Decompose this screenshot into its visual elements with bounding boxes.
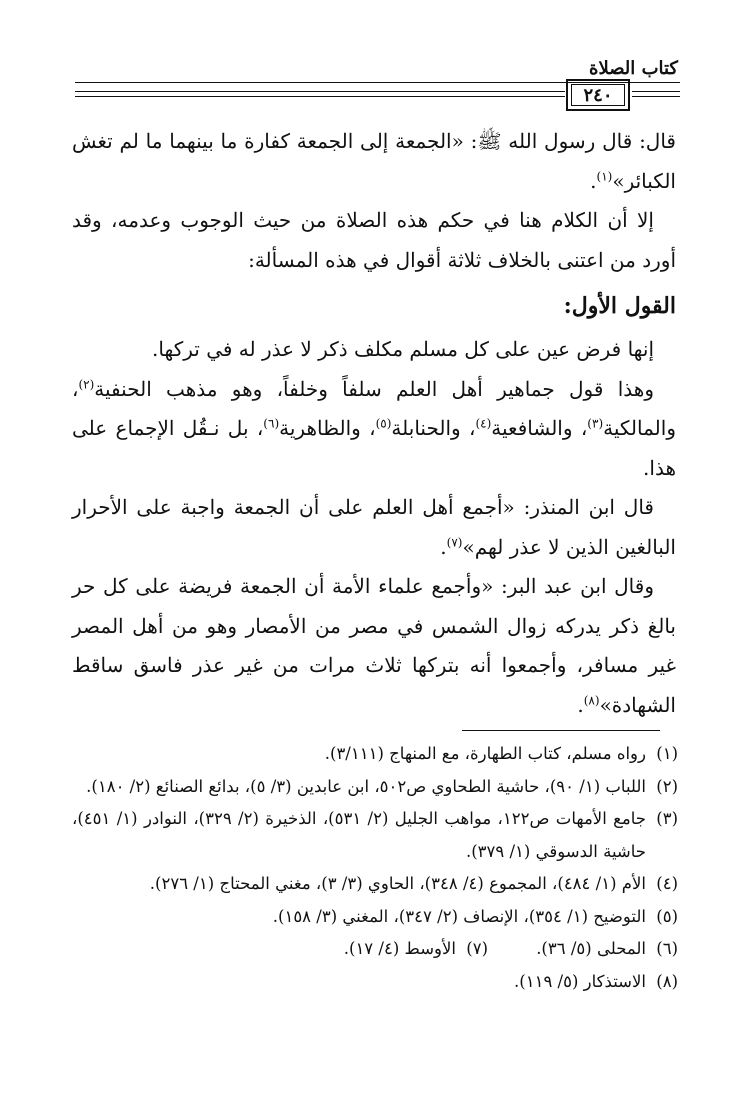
footnote-number: (٦) [656,939,678,958]
footnote-text: التوضيح (١/ ٣٥٤)، الإنصاف (٢/ ٣٤٧)، المغني (٣/ ١٥٨). [272,906,646,926]
quote-text: وقال ابن عبد البر: «وأجمع علماء الأمة أن الجمعة فريضة على كل حر بالغ ذكر يدركه زوال الشمس في مصر من الأمصار وهو من أهل المصر غير مسافر، وأجمعوا أنه بتركها ثلاث مرات من غير عذر فاسق ساقط الشهادة» [72,574,676,717]
footnote-text: اللباب (١/ ٩٠)، حاشية الطحاوي ص٥٠٢، ابن عابدين (٣/ ٥)، بدائع الصنائع (٢/ ١٨٠). [86,776,646,796]
text-segment: ، والشافعية [491,416,588,440]
footnote-2 [72,771,678,804]
footnote-3 [72,803,678,868]
footnote-number: (٨) [656,971,678,991]
text-segment: ، بل نـقُل الإجماع على هذا. [72,416,676,480]
footnote-number: (٢) [656,776,678,796]
footnote-6-7-row [72,933,678,966]
footnote-number: (٤) [656,874,678,893]
footnote-ref-3: (٣) [587,416,604,431]
footnote-text: المحلى (٥/ ٣٦). [536,939,646,958]
header-rule-right-1 [632,91,680,92]
footnote-4 [72,868,678,901]
paragraph-intro: إلا أن الكلام هنا في حكم هذه الصلاة من حيث الوجوب وعدمه، وقد أورد من اعتنى بالخلاف ثلاثة أقوال في هذه المسألة: [72,208,676,272]
running-header-title: كتاب الصلاة [589,58,678,79]
footnote-5 [72,901,678,934]
footnote-number: (٧) [466,939,488,958]
footnote-ref-7: (٧) [446,534,463,549]
footnote-text: جامع الأمهات ص١٢٢، مواهب الجليل (٢/ ٥٣١)، الذخيرة (٢/ ٣٢٩)، النوادر (١/ ٤٥١)، حاشية الدسوقي (١/ ٣٧٩). [72,809,646,861]
footnote-ref-4: (٤) [475,416,492,431]
text-segment: ، والمالكية [72,376,676,440]
footnote-text: الاستذكار (٥/ ١١٩). [514,971,646,991]
section-heading: القول الأول: [563,293,676,319]
paragraph-madhahib [72,370,676,489]
header-rule-right-2 [632,96,680,97]
footnote-ref-8: (٨) [583,692,600,707]
header-rule-left-2 [75,96,565,97]
main-text [72,122,676,725]
footnote-number: (٥) [656,906,678,926]
footnote-separator [462,730,660,731]
text-segment: وهذا قول جماهير أهل العلم سلفاً وخلفاً، وهو مذهب الحنفية [94,376,654,401]
footnote-8 [72,966,678,999]
paragraph-ibn-almundhir [72,488,676,567]
page-number-box [566,79,630,111]
footnote-ref-2: (٢) [78,376,95,391]
page-number: ٢٤٠ [583,84,613,106]
footnote-ref-5: (٥) [375,416,392,431]
footnote-ref-1: (١) [596,168,613,183]
paragraph-definition: إنها فرض عين على كل مسلم مكلف ذكر لا عذر له في تركها. [152,337,654,361]
punctuation: . [590,168,597,193]
footnote-number: (١) [656,744,678,763]
footnote-7 [298,933,488,966]
footnote-text: رواه مسلم، كتاب الطهارة، مع المنهاج (٣/١١١). [324,744,646,763]
footnote-text: الأوسط (٤/ ١٧). [343,939,456,958]
text-segment: ، والحنابلة [391,416,476,440]
paragraph-hadith [72,122,676,201]
footnote-text: الأم (١/ ٤٨٤)، المجموع (٤/ ٣٤٨)، الحاوي (٣/ ٣)، مغني المحتاج (١/ ٢٧٦). [149,874,646,893]
footnote-ref-6: (٦) [263,416,280,431]
punctuation: . [577,692,584,717]
header-rule-left-1 [75,91,565,92]
punctuation: . [440,534,447,559]
footnote-number: (٣) [656,809,678,828]
paragraph-ibn-abdalbarr [72,567,676,725]
text-segment: ، والظاهرية [279,416,376,440]
footnotes [72,738,678,998]
footnote-1 [72,738,678,771]
footnote-6 [488,933,678,966]
quote-text: قال ابن المنذر: «أجمع أهل العلم على أن الجمعة واجبة على الأحرار البالغين الذين لا عذر لهم» [72,495,676,559]
hadith-text: قال: قال رسول الله ﷺ: «الجمعة إلى الجمعة كفارة ما بينهما ما لم تغش الكبائر» [72,129,676,193]
